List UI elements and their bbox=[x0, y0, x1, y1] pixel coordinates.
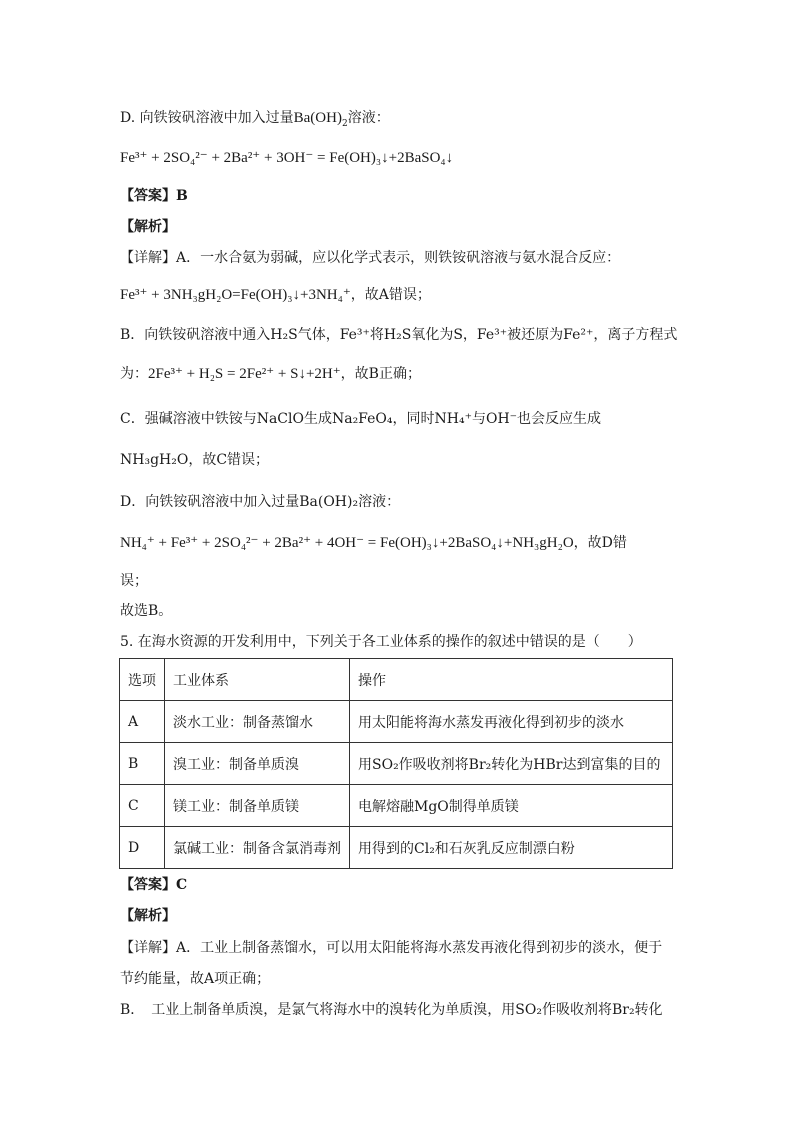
table-row bbox=[120, 785, 673, 827]
table-cell: C bbox=[120, 785, 165, 827]
table-row bbox=[120, 701, 673, 743]
equation-b-lead: 为： bbox=[120, 366, 148, 382]
table-cell: 溴工业：制备单质溴 bbox=[165, 743, 350, 785]
option-text: D. 向铁铵矾溶液中加入过量 bbox=[120, 110, 294, 126]
table-cell: 淡水工业：制备蒸馏水 bbox=[165, 701, 350, 743]
equation-d-tail: ，故D错 bbox=[573, 535, 627, 551]
table-cell: 用太阳能将海水蒸发再液化得到初步的淡水 bbox=[350, 701, 673, 743]
equation-d-line bbox=[120, 533, 627, 553]
table-header-cell: 操作 bbox=[350, 659, 673, 701]
equation-b-tail: ，故B正确； bbox=[340, 366, 421, 382]
question-5-stem: 5. 在海水资源的开发利用中，下列关于各工业体系的操作的叙述中错误的是（ ） bbox=[120, 634, 642, 650]
table-cell: 氯碱工业：制备含氯消毒剂 bbox=[165, 827, 350, 869]
detail-c-text: C．强碱溶液中铁铵与NaClO生成Na₂FeO₄，同时NH₄⁺与OH⁻也会反应生成 bbox=[120, 411, 602, 427]
formula: Ba(OH) bbox=[293, 110, 342, 126]
table-cell: 用得到的Cl₂和石灰乳反应制漂白粉 bbox=[350, 827, 673, 869]
detail-b-text-q5: B． 工业上制备单质溴，是氯气将海水中的溴转化为单质溴，用SO₂作吸收剂将Br₂转化 bbox=[120, 1002, 663, 1018]
subscript: 2 bbox=[341, 118, 348, 129]
table-row bbox=[120, 827, 673, 869]
analysis-label: 【解析】 bbox=[120, 219, 176, 235]
detail-a-text-q5: 【详解】A．工业上制备蒸馏水，可以用太阳能将海水蒸发再液化得到初步的淡水，便于 bbox=[120, 940, 663, 956]
equation-a: Fe³⁺ + 3NH₃gH₂O=Fe(OH)₃↓+3NH₄⁺ bbox=[120, 287, 351, 303]
table-cell: 电解熔融MgO制得单质镁 bbox=[350, 785, 673, 827]
equation-a-line bbox=[120, 285, 431, 305]
answer-label: 【答案】B bbox=[120, 188, 188, 204]
table-cell: A bbox=[120, 701, 165, 743]
table-cell: D bbox=[120, 827, 165, 869]
equation-b: 2Fe³⁺ + H₂S = 2Fe²⁺ + S↓+2H⁺ bbox=[148, 366, 341, 382]
table-row bbox=[120, 743, 673, 785]
equation-d-tail-2: 误； bbox=[120, 573, 148, 589]
table-header-cell: 工业体系 bbox=[165, 659, 350, 701]
analysis-label-q5: 【解析】 bbox=[120, 908, 176, 924]
table-cell: 镁工业：制备单质镁 bbox=[165, 785, 350, 827]
conclusion: 故选B。 bbox=[120, 603, 173, 619]
option-text-tail: 溶液： bbox=[347, 110, 390, 126]
equation-b-line bbox=[120, 364, 421, 384]
table-cell: 用SO₂作吸收剂将Br₂转化为HBr达到富集的目的 bbox=[350, 743, 673, 785]
detail-d-text: D．向铁铵矾溶液中加入过量Ba(OH)₂溶液： bbox=[120, 494, 401, 510]
detail-a-text: 【详解】A．一水合氨为弱碱，应以化学式表示，则铁铵矾溶液与氨水混合反应： bbox=[120, 250, 621, 266]
question-d-option bbox=[120, 108, 390, 128]
options-table bbox=[119, 658, 673, 869]
table-cell: B bbox=[120, 743, 165, 785]
table-header-cell: 选项 bbox=[120, 659, 165, 701]
equation-d-option: Fe³⁺ + 2SO₄²⁻ + 2Ba²⁺ + 3OH⁻ = Fe(OH)₃↓+2BaSO₄↓ bbox=[120, 150, 454, 166]
detail-c-text-2: NH₃gH₂O，故C错误； bbox=[120, 452, 270, 468]
equation-a-tail: ，故A错误； bbox=[350, 287, 431, 303]
equation-d: NH₄⁺ + Fe³⁺ + 2SO₄²⁻ + 2Ba²⁺ + 4OH⁻ = Fe(OH)₃↓+2BaSO₄↓+NH₃gH₂O bbox=[120, 535, 574, 551]
table-header-row bbox=[120, 659, 673, 701]
detail-a-text-q5-2: 节约能量，故A项正确； bbox=[120, 971, 271, 987]
answer-label-q5: 【答案】C bbox=[120, 877, 188, 893]
detail-b-text: B．向铁铵矾溶液中通入H₂S气体，Fe³⁺将H₂S氧化为S，Fe³⁺被还原为Fe²⁺，离子方程式 bbox=[120, 327, 678, 343]
